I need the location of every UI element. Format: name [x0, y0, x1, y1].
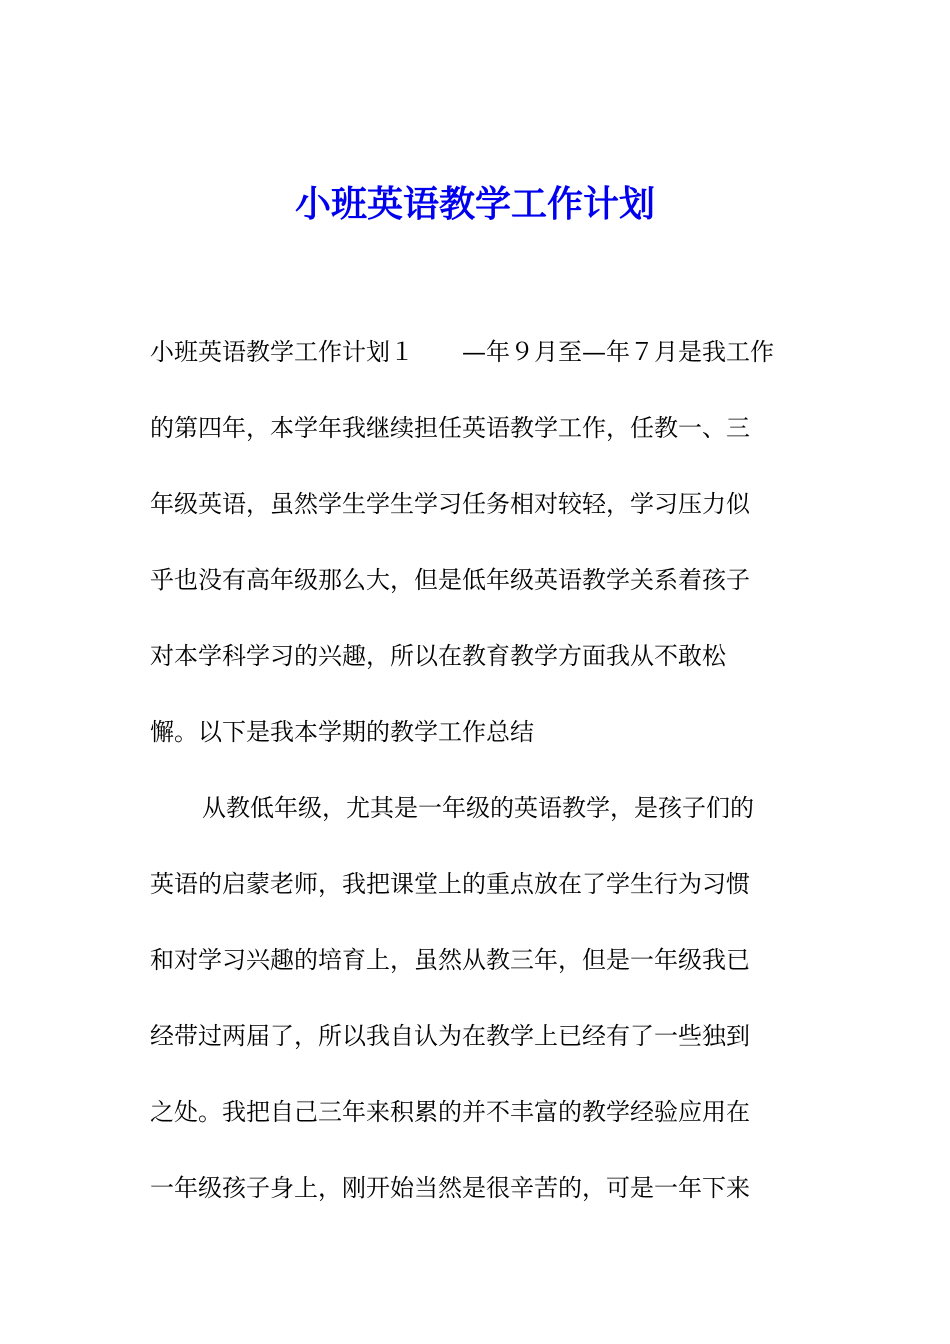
- body-line: 之处。我把自己三年来积累的并不丰富的教学经验应用在: [150, 1098, 750, 1126]
- body-line: 和对学习兴趣的培育上，虽然从教三年，但是一年级我已: [150, 946, 750, 974]
- body-line: 英语的启蒙老师，我把课堂上的重点放在了学生行为习惯: [150, 870, 750, 898]
- body-line: 乎也没有高年级那么大，但是低年级英语教学关系着孩子: [150, 566, 750, 594]
- body-line-paragraph-start: 从教低年级，尤其是一年级的英语教学，是孩子们的: [202, 794, 754, 822]
- body-line: 对本学科学习的兴趣，所以在教育教学方面我从不敢松: [150, 642, 726, 670]
- body-line: 经带过两届了，所以我自认为在教学上已经有了一些独到: [150, 1022, 750, 1050]
- body-line: 懈。以下是我本学期的教学工作总结: [150, 718, 534, 746]
- body-line: 小班英语教学工作计划１ —年９月至—年７月是我工作: [150, 338, 774, 366]
- body-line: 的第四年，本学年我继续担任英语教学工作，任教一、三: [150, 414, 750, 442]
- document-body: [150, 326, 810, 1238]
- body-line: 年级英语，虽然学生学生学习任务相对较轻，学习压力似: [150, 490, 750, 518]
- body-line: 一年级孩子身上，刚开始当然是很辛苦的，可是一年下来: [150, 1174, 750, 1202]
- document-title: 小班英语教学工作计划: [294, 183, 655, 225]
